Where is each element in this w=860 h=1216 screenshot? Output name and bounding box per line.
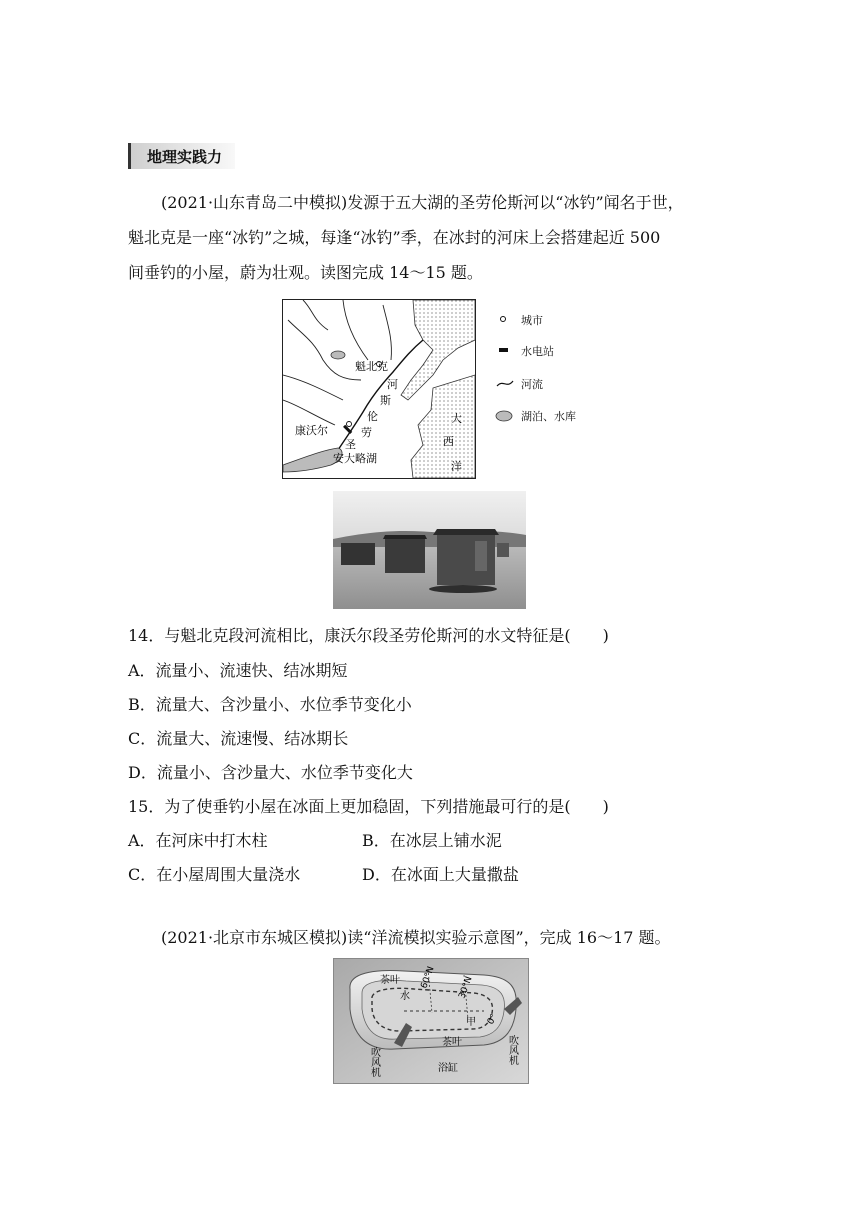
label-cornwall: 康沃尔	[295, 424, 328, 437]
bath-svg	[334, 959, 528, 1083]
q15-option-d[interactable]: D．在冰面上大量撒盐	[362, 865, 519, 884]
q14-option-a[interactable]: A．流量小、流速快、结冰期短	[128, 661, 348, 680]
label-0deg: 0°	[485, 1012, 500, 1027]
map-legend	[495, 311, 605, 431]
q15-option-c[interactable]: C．在小屋周围大量浇水	[128, 865, 301, 884]
ocean-current-experiment-figure	[333, 958, 529, 1084]
legend-lake-icon	[496, 411, 512, 421]
q14-stem: 14．与魁北克段河流相比，康沃尔段圣劳伦斯河的水文特征是( )	[128, 626, 609, 645]
q14-option-c[interactable]: C．流量大、流速慢、结冰期长	[128, 729, 349, 748]
legend-hydro-icon	[499, 348, 508, 352]
st-lawrence-map	[282, 299, 476, 479]
q15-option-a[interactable]: A．在河床中打木柱	[128, 831, 268, 850]
map-svg	[283, 300, 475, 478]
legend-symbols	[495, 311, 515, 431]
label-quebec: 魁北克	[355, 360, 388, 373]
q15-option-b[interactable]: B．在冰层上铺水泥	[362, 831, 502, 850]
intro2-line1: (2021·北京市东城区模拟)读“洋流模拟实验示意图”，完成 16～17 题。	[161, 928, 671, 947]
label-sheng: 圣	[345, 438, 356, 451]
label-yang: 洋	[451, 460, 462, 473]
label-da: 大	[451, 412, 462, 425]
label-fan-left: 吹风机	[368, 1047, 380, 1077]
intro1-line2: 魁北克是一座“冰钓”之城，每逢“冰钓”季，在冰封的河床上会搭建起近 500	[128, 228, 661, 247]
legend-hydro: 水电站	[521, 345, 554, 358]
q15-stem: 15．为了使垂钓小屋在冰面上更加稳固，下列措施最可行的是( )	[128, 797, 609, 816]
label-xi: 西	[443, 435, 454, 448]
label-he: 河	[387, 378, 398, 391]
label-tub: 浴缸	[438, 1063, 458, 1074]
label-ontario: 安大略湖	[333, 452, 377, 465]
q14-option-d[interactable]: D．流量小、含沙量大、水位季节变化大	[128, 763, 413, 782]
legend-city-icon	[501, 317, 506, 322]
label-lao: 劳	[361, 426, 372, 439]
label-tea-2: 茶叶	[442, 1037, 462, 1048]
legend-river: 河流	[521, 378, 543, 391]
section-title: 地理实践力	[147, 148, 223, 166]
legend-river-icon	[497, 381, 513, 386]
intro1-line1: (2021·山东青岛二中模拟)发源于五大湖的圣劳伦斯河以“冰钓”闻名于世，	[161, 193, 684, 212]
label-si: 斯	[380, 394, 391, 407]
ice-fishing-photo	[333, 491, 526, 609]
small-lake	[331, 351, 345, 359]
label-water: 水	[400, 991, 410, 1002]
label-fan-right: 吹风机	[506, 1035, 518, 1065]
photo-svg	[333, 491, 526, 609]
label-60n: 60°N	[419, 965, 437, 991]
label-jia: 甲	[466, 1017, 476, 1028]
intro1-line3: 间垂钓的小屋，蔚为壮观。读图完成 14～15 题。	[128, 263, 483, 282]
label-tea-1: 茶叶	[380, 975, 400, 986]
label-30n: 30°N	[457, 975, 475, 1001]
legend-lake: 湖泊、水库	[521, 410, 576, 423]
section-tag	[128, 143, 235, 169]
q14-option-b[interactable]: B．流量大、含沙量小、水位季节变化小	[128, 695, 412, 714]
atlantic-region	[411, 375, 475, 478]
label-lun: 伦	[367, 410, 378, 423]
city-cornwall	[347, 422, 352, 427]
legend-city: 城市	[521, 314, 543, 327]
